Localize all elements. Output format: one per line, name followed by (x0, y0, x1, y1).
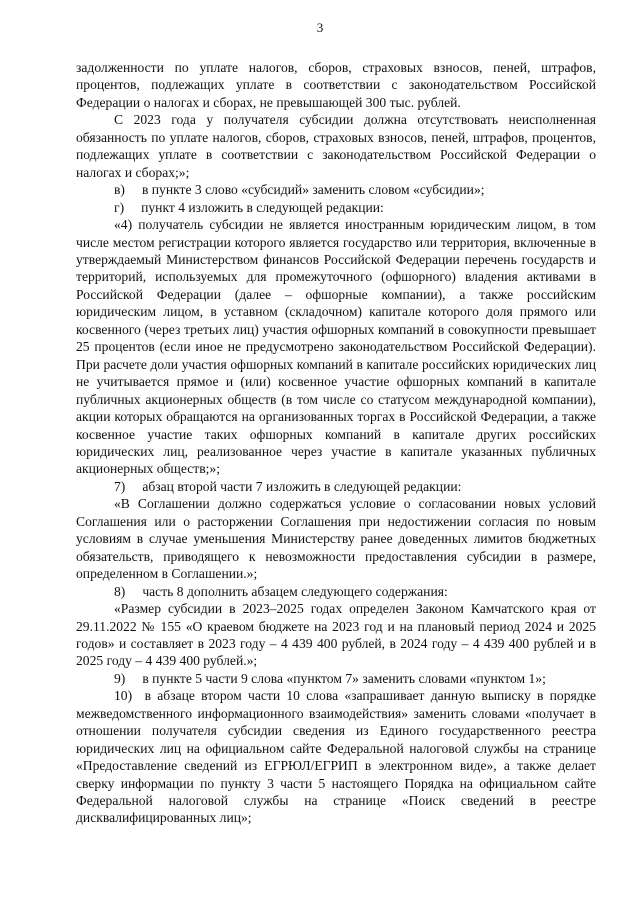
paragraph-item-9: 9) в пункте 5 части 9 слова «пунктом 7» заменить словами «пунктом 1»; (114, 670, 546, 686)
paragraph-item-8: 8) часть 8 дополнить абзацем следующего содержания: (114, 583, 448, 599)
paragraph-debt-limit: задолженности по уплате налогов, сборов, страховых взносов, пеней, штрафов, процентов, подлежащих уплате в соответствии с законодательством Российской Федерации о налогах и сборах, не превышающей 300 тыс. рублей. (76, 60, 596, 110)
page-number: 3 (316, 20, 324, 35)
document-body (76, 59, 596, 827)
paragraph-offshore-clause: «4) получатель субсидии не является иностранным юридическим лицом, в том числе местом регистрации которого является государство или территория, включенные в утверждаемый Министерством финансов Российской Федерации перечень государств и территорий, используемых для промежуточного (офшорного) владения активами в Российской Федерации (далее – офшорные компании), а также российским юридическим лицом, в уставном (складочном) капитале которого доля прямого или косвенного (через третьих лиц) участия офшорных компаний в совокупности превышает 25 процентов (если иное не предусмотрено законодательством Российской Федерации). При расчете доли участия офшорных компаний в капитале российских юридических лиц не учитывается прямое и (или) косвенное участие офшорных компаний в капитале публичных акционерных обществ (в том числе со статусом международной компании), акции которых обращаются на организованных торгах в Российской Федерации, а также косвенное участие таких офшорных компаний в капитале других российских юридических лиц, реализованное через участие в капитале указанных публичных акционерных обществ;»; (76, 217, 596, 477)
paragraph-2023-obligation: С 2023 года у получателя субсидии должна отсутствовать неисполненная обязанность по уплате налогов, сборов, страховых взносов, пеней, штрафов, процентов, подлежащих уплате в соответствии с законодательством Российской Федерации о налогах и сборах;»; (76, 112, 596, 180)
paragraph-item-7: 7) абзац второй части 7 изложить в следующей редакции: (114, 478, 462, 494)
paragraph-item-v: в) в пункте 3 слово «субсидий» заменить словом «субсидии»; (114, 182, 485, 198)
paragraph-item-g: г) пункт 4 изложить в следующей редакции: (114, 199, 384, 215)
paragraph-subsidy-amount: «Размер субсидии в 2023–2025 годах определен Законом Камчатского края от 29.11.2022 № 155 «О краевом бюджете на 2023 год и на плановый период 2024 и 2025 годов» и составляет в 2023 году – 4 439 400 рублей, в 2024 году – 4 439 400 рублей и в 2025 году – 4 439 400 рублей.»; (76, 601, 596, 669)
paragraph-agreement-clause: «В Соглашении должно содержаться условие о согласовании новых условий Соглашения или о расторжении Соглашения при недостижении согласия по новым условиям в случае уменьшения Министерству ранее доведенных лимитов бюджетных обязательств, приводящего к невозможности предоставления субсидии в размере, определенном в Соглашении.»; (76, 496, 596, 582)
paragraph-item-10: 10) в абзаце втором части 10 слова «запрашивает данную выписку в порядке межведомственного информационного взаимодействия» заменить словами «получает в отношении получателя субсидии сведения из Единого государственного реестра юридических лиц на официальном сайте Федеральной налоговой службы на странице «Предоставление сведений из ЕГРЮЛ/ЕГРИП в электронном виде», а также делает сверку информации по пункту 3 части 5 настоящего Порядка на официальном сайте Федеральной налоговой службы на странице «Поиск сведений в реестре дисквалифицированных лиц»; (76, 688, 596, 826)
